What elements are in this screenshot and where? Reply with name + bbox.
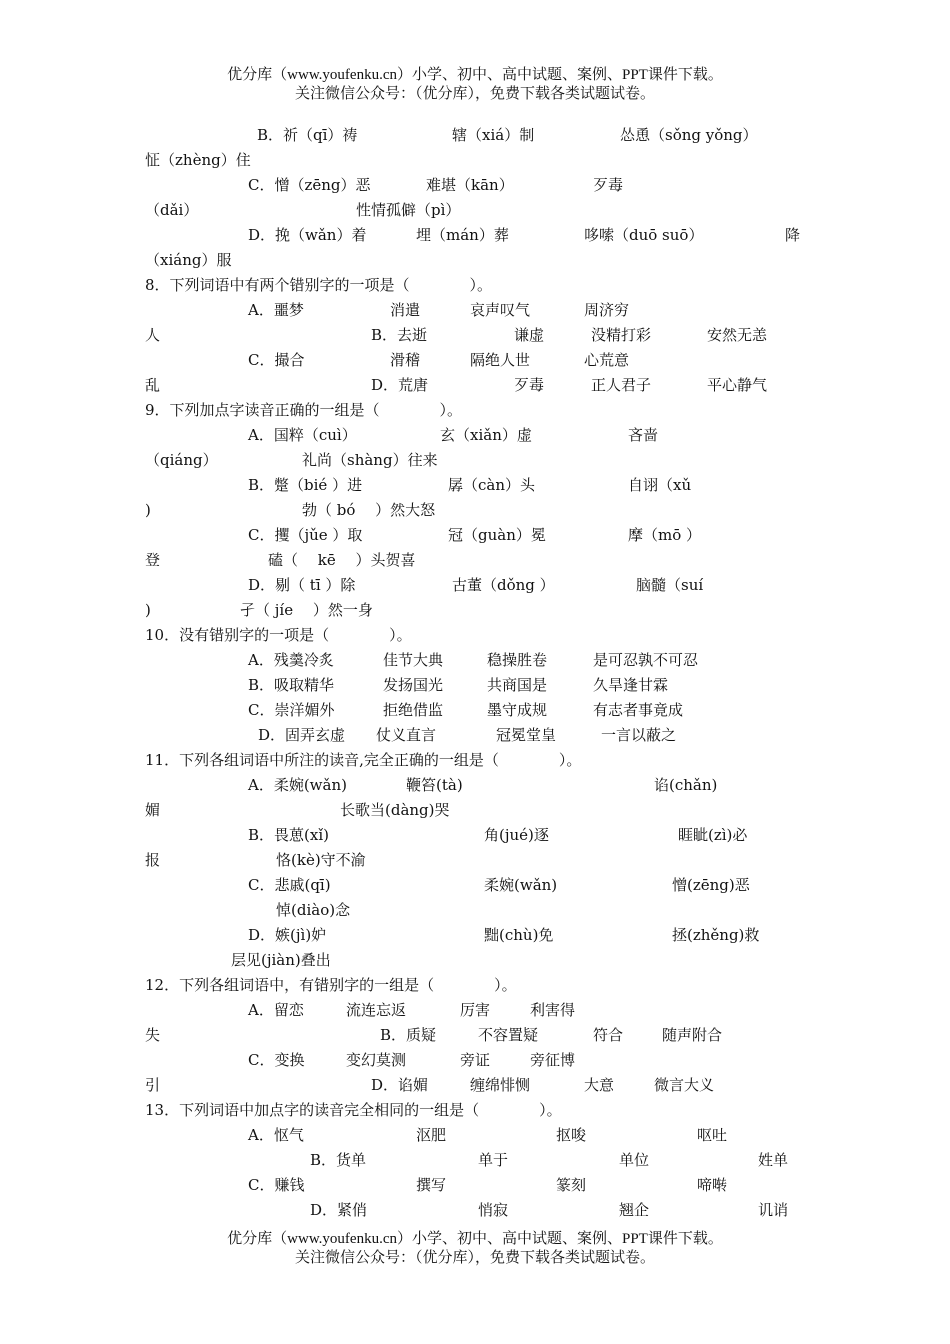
text-fragment: 古董（dǒng ） bbox=[452, 576, 555, 594]
text-fragment: 孱（càn）头 bbox=[448, 476, 536, 494]
text-line bbox=[0, 1049, 950, 1074]
text-fragment: 歹毒 bbox=[593, 176, 624, 194]
text-line bbox=[0, 324, 950, 349]
text-fragment: 拯(zhěng)救 bbox=[672, 926, 760, 944]
text-fragment: 呕吐 bbox=[697, 1126, 728, 1144]
text-line bbox=[0, 449, 950, 474]
text-fragment: 久旱逢甘霖 bbox=[593, 676, 669, 694]
text-fragment: 讥诮 bbox=[758, 1201, 789, 1219]
text-line bbox=[0, 399, 950, 424]
footer-line-2: 关注微信公众号：（优分库），免费下载各类试题试卷。 bbox=[294, 1250, 655, 1266]
text-fragment: 憎(zēng)恶 bbox=[672, 876, 750, 894]
text-fragment: 冠（guàn）冕 bbox=[448, 526, 546, 544]
text-fragment: （dǎi） bbox=[145, 201, 199, 219]
text-line bbox=[0, 849, 950, 874]
text-fragment: 柔婉(wǎn) bbox=[484, 876, 558, 894]
text-fragment: 埋（mán）葬 bbox=[416, 226, 509, 244]
text-fragment: 哆嗦（duō suō） bbox=[584, 226, 704, 244]
text-fragment: A．怄气 bbox=[248, 1126, 304, 1144]
text-fragment: （qiáng） bbox=[145, 451, 218, 469]
text-fragment: 玄（xiǎn）虚 bbox=[440, 426, 532, 444]
text-line bbox=[0, 674, 950, 699]
text-fragment: B．质疑 bbox=[380, 1026, 437, 1044]
text-fragment: D．紧俏 bbox=[310, 1201, 368, 1219]
text-line bbox=[0, 974, 950, 999]
text-fragment: D．谄媚 bbox=[371, 1076, 429, 1094]
text-line bbox=[0, 774, 950, 799]
text-fragment: 磕（ kē ）头贺喜 bbox=[268, 551, 416, 569]
text-fragment: 恪(kè)守不渝 bbox=[276, 851, 366, 869]
text-fragment: B．去逝 bbox=[371, 326, 428, 344]
text-fragment: 心荒意 bbox=[584, 351, 630, 369]
text-fragment: 歹毒 bbox=[514, 376, 545, 394]
text-line bbox=[0, 599, 950, 624]
text-line bbox=[0, 949, 950, 974]
text-fragment: 鞭笞(tà) bbox=[406, 776, 463, 794]
text-line bbox=[0, 349, 950, 374]
text-fragment: 谦虚 bbox=[514, 326, 545, 344]
text-fragment: C．攫（jǔe ）取 bbox=[248, 526, 363, 544]
text-fragment: 黜(chù)免 bbox=[484, 926, 554, 944]
text-line bbox=[0, 224, 950, 249]
text-line bbox=[0, 1024, 950, 1049]
text-fragment: 没精打彩 bbox=[591, 326, 652, 344]
text-line bbox=[0, 474, 950, 499]
text-fragment: D．嫉(jì)妒 bbox=[248, 926, 327, 944]
text-fragment: 变幻莫测 bbox=[346, 1051, 407, 1069]
text-fragment: 乱 bbox=[145, 376, 161, 394]
text-fragment: 吝啬 bbox=[628, 426, 659, 444]
text-fragment: A．留恋 bbox=[248, 1001, 304, 1019]
text-line bbox=[0, 149, 950, 174]
text-fragment: 不容置疑 bbox=[478, 1026, 539, 1044]
text-fragment: C．崇洋媚外 bbox=[248, 701, 335, 719]
text-line bbox=[0, 199, 950, 224]
text-fragment: C．撮合 bbox=[248, 351, 305, 369]
text-line bbox=[0, 799, 950, 824]
text-line bbox=[0, 549, 950, 574]
text-line bbox=[0, 174, 950, 199]
text-fragment: A．噩梦 bbox=[248, 301, 304, 319]
text-fragment: B．畏葸(xǐ) bbox=[248, 826, 329, 844]
text-fragment: A．柔婉(wǎn) bbox=[248, 776, 347, 794]
text-fragment: A．残羹冷炙 bbox=[248, 651, 334, 669]
text-fragment: 怔（zhèng）住 bbox=[145, 151, 251, 169]
text-fragment: 微言大义 bbox=[654, 1076, 715, 1094]
text-fragment: 自诩（xǔ bbox=[628, 476, 692, 494]
text-line bbox=[0, 1074, 950, 1099]
text-fragment: D．挽（wǎn）着 bbox=[248, 226, 367, 244]
text-fragment: 仗义直言 bbox=[376, 726, 437, 744]
text-fragment: B．货单 bbox=[310, 1151, 367, 1169]
text-line bbox=[0, 1149, 950, 1174]
text-fragment: B．蹩（bié ）进 bbox=[248, 476, 363, 494]
text-fragment: 大意 bbox=[584, 1076, 615, 1094]
text-fragment: 滑稽 bbox=[390, 351, 421, 369]
text-fragment: 单位 bbox=[619, 1151, 650, 1169]
text-line bbox=[0, 999, 950, 1024]
text-fragment: 啼啭 bbox=[697, 1176, 728, 1194]
text-fragment: 正人君子 bbox=[591, 376, 652, 394]
text-fragment: 报 bbox=[145, 851, 161, 869]
text-fragment: 引 bbox=[145, 1076, 161, 1094]
text-fragment: B．祈（qī）祷 bbox=[257, 126, 358, 144]
text-fragment: 撰写 bbox=[416, 1176, 447, 1194]
text-fragment: D．荒唐 bbox=[371, 376, 429, 394]
text-fragment: 是可忍孰不可忍 bbox=[593, 651, 699, 669]
text-line bbox=[0, 574, 950, 599]
text-fragment: C．赚钱 bbox=[248, 1176, 305, 1194]
text-fragment: 脑髓（suí bbox=[636, 576, 704, 594]
text-fragment: ) bbox=[145, 501, 151, 519]
text-fragment: B．吸取精华 bbox=[248, 676, 335, 694]
text-line bbox=[0, 1174, 950, 1199]
text-fragment: C．憎（zēng）恶 bbox=[248, 176, 371, 194]
text-fragment: 一言以蔽之 bbox=[601, 726, 677, 744]
text-fragment: 人 bbox=[145, 326, 161, 344]
text-line bbox=[0, 274, 950, 299]
text-fragment: 10．没有错别字的一项是（ ）。 bbox=[145, 626, 412, 644]
text-line bbox=[0, 874, 950, 899]
text-fragment: 勃（ bó ）然大怒 bbox=[302, 501, 436, 519]
text-fragment: 难堪（kān） bbox=[426, 176, 514, 194]
text-fragment: 流连忘返 bbox=[346, 1001, 407, 1019]
text-line bbox=[0, 1199, 950, 1224]
text-fragment: 登 bbox=[145, 551, 161, 569]
footer-line-1: 优分库（www.youfenku.cn）小学、初中、高中试题、案例、PPT课件下载。 bbox=[227, 1231, 723, 1247]
text-line bbox=[0, 249, 950, 274]
text-fragment: 摩（mō ） bbox=[628, 526, 702, 544]
text-fragment: 单于 bbox=[478, 1151, 509, 1169]
text-fragment: 厉害 bbox=[460, 1001, 491, 1019]
text-fragment: 9．下列加点字读音正确的一组是（ ）。 bbox=[145, 401, 463, 419]
text-fragment: ) bbox=[145, 601, 151, 619]
text-fragment: D．剔（ tī ）除 bbox=[248, 576, 356, 594]
text-fragment: C．变换 bbox=[248, 1051, 305, 1069]
text-fragment: （xiáng）服 bbox=[145, 251, 232, 269]
text-fragment: 稳操胜卷 bbox=[487, 651, 548, 669]
text-fragment: A．国粹（cuì） bbox=[248, 426, 357, 444]
text-fragment: 墨守成规 bbox=[487, 701, 548, 719]
text-line bbox=[0, 924, 950, 949]
text-fragment: 利害得 bbox=[530, 1001, 576, 1019]
text-line bbox=[0, 124, 950, 149]
text-line bbox=[0, 1124, 950, 1149]
text-line bbox=[0, 424, 950, 449]
text-fragment: 谄(chǎn) bbox=[654, 776, 718, 794]
text-fragment: 平心静气 bbox=[707, 376, 768, 394]
text-fragment: 13．下列词语中加点字的读音完全相同的一组是（ ）。 bbox=[145, 1101, 562, 1119]
text-fragment: 睚眦(zì)必 bbox=[678, 826, 748, 844]
text-line bbox=[0, 374, 950, 399]
text-fragment: C．悲戚(qī) bbox=[248, 876, 331, 894]
text-fragment: 拒绝借监 bbox=[383, 701, 444, 719]
text-fragment: 长歌当(dàng)哭 bbox=[340, 801, 450, 819]
text-fragment: 旁征博 bbox=[530, 1051, 576, 1069]
text-fragment: 12．下列各组词语中，有错别字的一组是（ ）。 bbox=[145, 976, 517, 994]
text-fragment: 媚 bbox=[145, 801, 161, 819]
text-line bbox=[0, 749, 950, 774]
text-fragment: 随声附合 bbox=[662, 1026, 723, 1044]
text-line bbox=[0, 1099, 950, 1124]
text-fragment: 篆刻 bbox=[556, 1176, 587, 1194]
text-line bbox=[0, 899, 950, 924]
text-fragment: 失 bbox=[145, 1026, 161, 1044]
text-fragment: 哀声叹气 bbox=[470, 301, 531, 319]
text-fragment: 姓单 bbox=[758, 1151, 789, 1169]
text-fragment: 角(jué)逐 bbox=[484, 826, 549, 844]
text-line bbox=[0, 524, 950, 549]
text-line bbox=[0, 724, 950, 749]
text-fragment: 抠唆 bbox=[556, 1126, 587, 1144]
text-fragment: 旁证 bbox=[460, 1051, 491, 1069]
text-fragment: 辖（xiá）制 bbox=[452, 126, 535, 144]
text-fragment: 降 bbox=[785, 226, 801, 244]
text-fragment: 悄寂 bbox=[478, 1201, 509, 1219]
text-line bbox=[0, 624, 950, 649]
text-fragment: 消遣 bbox=[390, 301, 421, 319]
text-fragment: 怂恿（sǒng yǒng） bbox=[620, 126, 758, 144]
text-fragment: 周济穷 bbox=[584, 301, 630, 319]
text-fragment: 11．下列各组词语中所注的读音,完全正确的一组是（ ）。 bbox=[145, 751, 582, 769]
text-line bbox=[0, 699, 950, 724]
text-fragment: 隔绝人世 bbox=[470, 351, 531, 369]
header-line-1: 优分库（www.youfenku.cn）小学、初中、高中试题、案例、PPT课件下载。 bbox=[227, 67, 723, 83]
text-fragment: 安然无恙 bbox=[707, 326, 768, 344]
text-fragment: D．固弄玄虚 bbox=[258, 726, 346, 744]
text-fragment: 有志者事竟成 bbox=[593, 701, 684, 719]
text-fragment: 悼(diào)念 bbox=[276, 901, 351, 919]
text-fragment: 层见(jiàn)叠出 bbox=[231, 951, 331, 969]
text-line bbox=[0, 649, 950, 674]
text-fragment: 性情孤僻（pì） bbox=[356, 201, 461, 219]
text-fragment: 翘企 bbox=[619, 1201, 650, 1219]
text-fragment: 8．下列词语中有两个错别字的一项是（ ）。 bbox=[145, 276, 493, 294]
text-line bbox=[0, 499, 950, 524]
text-fragment: 共商国是 bbox=[487, 676, 548, 694]
header-line-2: 关注微信公众号：（优分库），免费下载各类试题试卷。 bbox=[294, 86, 655, 102]
text-fragment: 缠绵悱恻 bbox=[470, 1076, 531, 1094]
text-fragment: 礼尚（shàng）往来 bbox=[302, 451, 438, 469]
text-line bbox=[0, 824, 950, 849]
text-fragment: 佳节大典 bbox=[383, 651, 444, 669]
text-fragment: 发扬国光 bbox=[383, 676, 444, 694]
text-fragment: 沤肥 bbox=[416, 1126, 447, 1144]
text-fragment: 冠冕堂皇 bbox=[496, 726, 557, 744]
text-fragment: 孑（ jíe ）然一身 bbox=[240, 601, 373, 619]
text-fragment: 符合 bbox=[593, 1026, 624, 1044]
text-line bbox=[0, 299, 950, 324]
